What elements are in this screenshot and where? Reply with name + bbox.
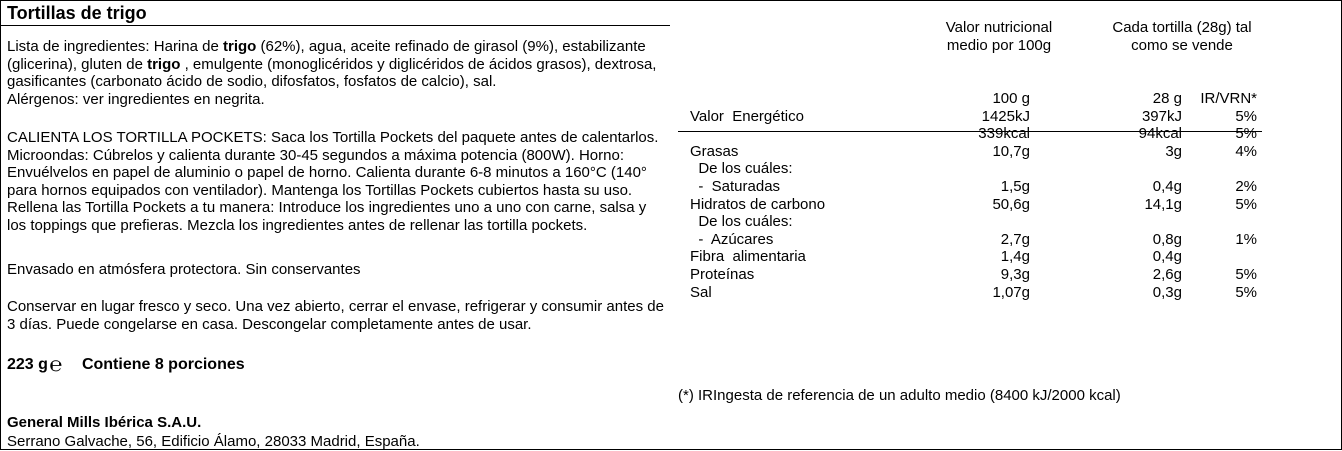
value-per-tortilla: 3g	[1165, 142, 1182, 160]
value-per-tortilla: 0,4g	[1152, 248, 1182, 266]
nutrition-row	[690, 160, 1260, 178]
ingredients-text-3: , emulgente (monoglicéridos y diglicéridos de ácidos grasos), dextrosa, gasificantes (carbonato ácido de sodio, difosfatos, fosfatos de calcio), sal.	[7, 55, 657, 90]
nutrition-row	[690, 90, 1260, 108]
value-per-100g: 10,7g	[992, 142, 1030, 160]
nutrient-label: Proteínas	[690, 266, 755, 283]
value-per-100g: 100 g	[992, 90, 1030, 107]
reference-intake-percent: 5%	[1235, 125, 1257, 143]
ingredients-block	[7, 38, 667, 108]
ingredients-text-1: Lista de ingredientes: Harina de	[7, 38, 223, 55]
reference-intake-percent: IR/VRN*	[1200, 90, 1257, 107]
value-per-tortilla: 14,1g	[1144, 195, 1182, 213]
value-per-tortilla: 0,4g	[1152, 178, 1182, 195]
heating-instructions: CALIENTA LOS TORTILLA POCKETS: Saca los Tortilla Pockets del paquete antes de calentarlos. Microondas: Cúbrelos y calienta durante 30-45 segundos a máxima potencia (800W). Horno: Envuélvelos en papel de aluminio o papel de horno. Calienta durante 6-8 minutos a 160°C (140° para hornos equipados con ventilador). Mantenga los Tortillas Pockets cubiertos hasta su uso. Rellena las Tortilla Pockets a tu manera: Introduce los ingredientes uno a uno con carne, salsa y los toppings que prefieras. Mezcla los ingredientes antes de rellenar las tortilla pockets.	[7, 129, 659, 234]
nutrition-row	[690, 284, 1260, 302]
nutrient-label: De los cuáles:	[690, 213, 793, 231]
nutrient-label: - Azúcares	[690, 230, 774, 248]
reference-intake-footnote: (*) IRIngesta de referencia de un adulto medio (8400 kJ/2000 kcal)	[678, 387, 1121, 404]
value-per-100g: 50,6g	[992, 195, 1030, 213]
nutrition-row	[690, 266, 1260, 284]
value-per-100g: 9,3g	[1000, 266, 1030, 283]
reference-intake-percent: 5%	[1235, 283, 1257, 301]
value-per-tortilla: 0,8g	[1152, 230, 1182, 248]
nutrition-header-per100: Valor nutricional medio por 100g	[945, 19, 1053, 54]
value-per-tortilla: 2,6g	[1152, 266, 1182, 283]
storage-instructions: Conservar en lugar fresco y seco. Una vez abierto, cerrar el envase, refrigerar y consumir antes de 3 días. Puede congelarse en casa. Descongelar completamente antes de usar.	[7, 298, 664, 333]
reference-intake-percent: 5%	[1235, 107, 1257, 125]
nutrition-row	[690, 178, 1260, 196]
packaging-note: Envasado en atmósfera protectora. Sin conservantes	[7, 261, 361, 278]
nutrition-row	[690, 108, 1260, 126]
nutrient-label: Valor Energético	[690, 107, 804, 125]
reference-intake-percent: 1%	[1235, 230, 1257, 248]
nutrient-label: Sal	[690, 283, 712, 301]
value-per-100g: 1425kJ	[981, 107, 1030, 125]
nutrition-row	[690, 125, 1260, 143]
portions-count: Contiene 8 porciones	[81, 356, 245, 373]
nutrition-header-divider	[678, 131, 1262, 132]
nutrient-label: Fibra alimentaria	[690, 248, 806, 266]
estimated-sign-icon: ℮	[49, 354, 63, 376]
value-per-100g: 339kcal	[978, 125, 1030, 143]
nutrient-label: Hidratos de carbono	[690, 195, 826, 213]
reference-intake-percent: 2%	[1235, 178, 1257, 195]
company-address: Serrano Galvache, 56, Edificio Álamo, 28033 Madrid, España.	[7, 433, 420, 450]
nutrition-row	[690, 248, 1260, 266]
reference-intake-percent: 5%	[1235, 195, 1257, 213]
product-title: Tortillas de trigo	[7, 3, 147, 23]
nutrient-label: - Saturadas	[690, 178, 781, 195]
allergen-wheat-2: trigo	[147, 55, 181, 73]
ingredients-text-2: (62%), agua, aceite refinado de girasol (9%), estabilizante (glicerina), gluten de	[7, 38, 646, 73]
value-per-100g: 1,07g	[992, 283, 1030, 301]
nutrition-row	[690, 143, 1260, 161]
net-weight	[7, 355, 245, 375]
value-per-tortilla: 28 g	[1152, 90, 1182, 107]
nutrition-row	[690, 213, 1260, 231]
value-per-100g: 2,7g	[1000, 230, 1030, 248]
nutrient-label: Grasas	[690, 142, 739, 160]
allergens-note: Alérgenos: ver ingredientes en negrita.	[7, 90, 265, 108]
title-divider	[0, 25, 670, 26]
value-per-tortilla: 397kJ	[1141, 107, 1182, 125]
allergen-wheat-1: trigo	[222, 38, 257, 55]
value-per-100g: 1,4g	[1000, 248, 1030, 266]
value-per-100g: 1,5g	[1000, 178, 1030, 195]
nutrition-header-per-tortilla: Cada tortilla (28g) tal como se vende	[1112, 19, 1252, 54]
reference-intake-percent: 5%	[1235, 266, 1257, 283]
value-per-tortilla: 94kcal	[1138, 125, 1182, 143]
reference-intake-percent: 4%	[1235, 142, 1257, 160]
company-name: General Mills Ibérica S.A.U.	[7, 414, 202, 431]
nutrient-label: De los cuáles:	[690, 160, 793, 178]
nutrition-row	[690, 196, 1260, 214]
value-per-tortilla: 0,3g	[1152, 283, 1182, 301]
net-weight-value: 223 g	[7, 356, 48, 373]
nutrition-row	[690, 231, 1260, 249]
